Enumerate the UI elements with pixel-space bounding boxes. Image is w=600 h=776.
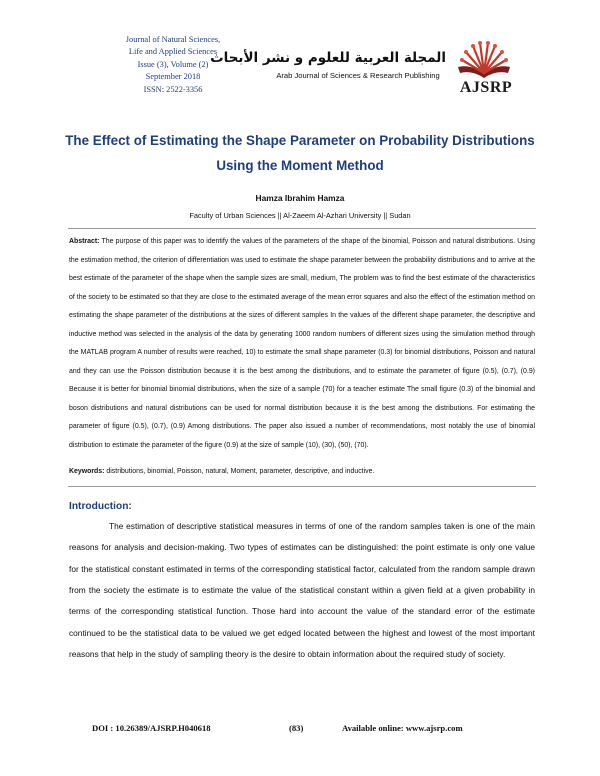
author-affiliation: Faculty of Urban Sciences || Al-Zaeem Al-Azhari University || Sudan — [189, 211, 411, 220]
footer-website: Available online: www.ajsrp.com — [342, 723, 463, 733]
keywords-text: distributions, binomial, Poisson, natural, Moment, parameter, descriptive, and inductive. — [106, 468, 375, 475]
abstract-text: The purpose of this paper was to identify the values of the parameters of the shape of the binomial, Poisson and natural distributions. Using the estimation method, the criterion of differentiation was used to estimate the shape parameter between the probability distributions and to arrive at the best estimate of the parameter of the shape when the sample sizes are small, medium, The problem was to find the best estimate of the characteristics of the society to be estimated so that they are close to the estimated average of the mean error squares and also the effect of the estimation method on estimating the shape parameter of the distributions at the sizes of different samples In the values of the different shape parameter, the descriptive and inductive method was selected in the analysis of the data by generating 1000 random numbers of different sizes using the simulation method through the MATLAB program A number of results were reached, 10) to estimate the small shape parameter (0.3) for binomial distributions, Poisson and natural and they can use the Poisson distribution because it is the best among the distributions, and to estimate the parameter of figure (0.5), (0.7), (0.9) Because it is better for binomial binomial distributions, when the size of a sample (70) for a teacher estimate The small figure (0.3) of the binomial and boson distributions and natural distributions can be used for normal distribution because it is the best among the distributions. For estimating the parameter of figure (0.5), (0.7), (0.9) Among distributions. The paper also issued a number of recommendations, most notably the use of binomial distribution to estimate the parameter of the figure (0.9) at the size of sample (10), (30), (50), (70). — [69, 238, 535, 450]
journal-logo — [210, 46, 522, 108]
page-number: (83) — [289, 723, 304, 733]
divider — [68, 228, 536, 229]
title-line: The Effect of Estimating the Shape Parameter on Probability Distributions — [65, 133, 535, 148]
abstract-label: Abstract: — [69, 238, 100, 245]
introduction-body: The estimation of descriptive statistical measures in terms of one of the random samples taken is one of the main reasons for analysis and decision-making. Two types of estimates can be distinguished: the point estimate is only one value for the statistical constant estimated in terms of the corresponding statistical factor, calculated from the random sample drawn from the society the estimate is to estimate the value of the statistical constant within a given field at a given probability in terms of the corresponding statistical function. Those hard into account the value of the standard error of the estimate continued to be the statistical data to be valued we get edged located between the highest and lowest of the most important reasons that help in the study of sampling theory is the desire to obtain information about the required study of society. — [69, 521, 535, 660]
keywords — [69, 466, 535, 478]
keywords-label: Keywords: — [69, 468, 105, 475]
section-heading: Introduction: — [69, 501, 132, 512]
footer-doi: DOI : 10.26389/AJSRP.H040618 — [92, 723, 211, 733]
journal-line: Journal of Natural Sciences, — [125, 35, 221, 44]
journal-line: September 2018 — [145, 72, 201, 82]
arabic-journal-name: المجلة العربية للعلوم و نشر الأبحاث — [210, 50, 446, 66]
journal-line: Issue (3), Volume (2) — [137, 59, 209, 69]
logo-wordmark: AJSRP — [459, 79, 513, 96]
page-footer — [0, 723, 600, 737]
journal-line: ISSN: 2522-3356 — [143, 84, 203, 94]
title-line: Using the Moment Method — [216, 158, 384, 173]
paper-title — [40, 128, 560, 178]
open-book-icon — [452, 40, 516, 80]
english-journal-name: Arab Journal of Sciences & Research Publishing — [276, 71, 440, 80]
divider — [68, 486, 536, 487]
author-name: Hamza Ibrahim Hamza — [255, 193, 345, 203]
abstract — [69, 233, 535, 456]
journal-line: Life and Applied Sciences — [128, 47, 218, 57]
